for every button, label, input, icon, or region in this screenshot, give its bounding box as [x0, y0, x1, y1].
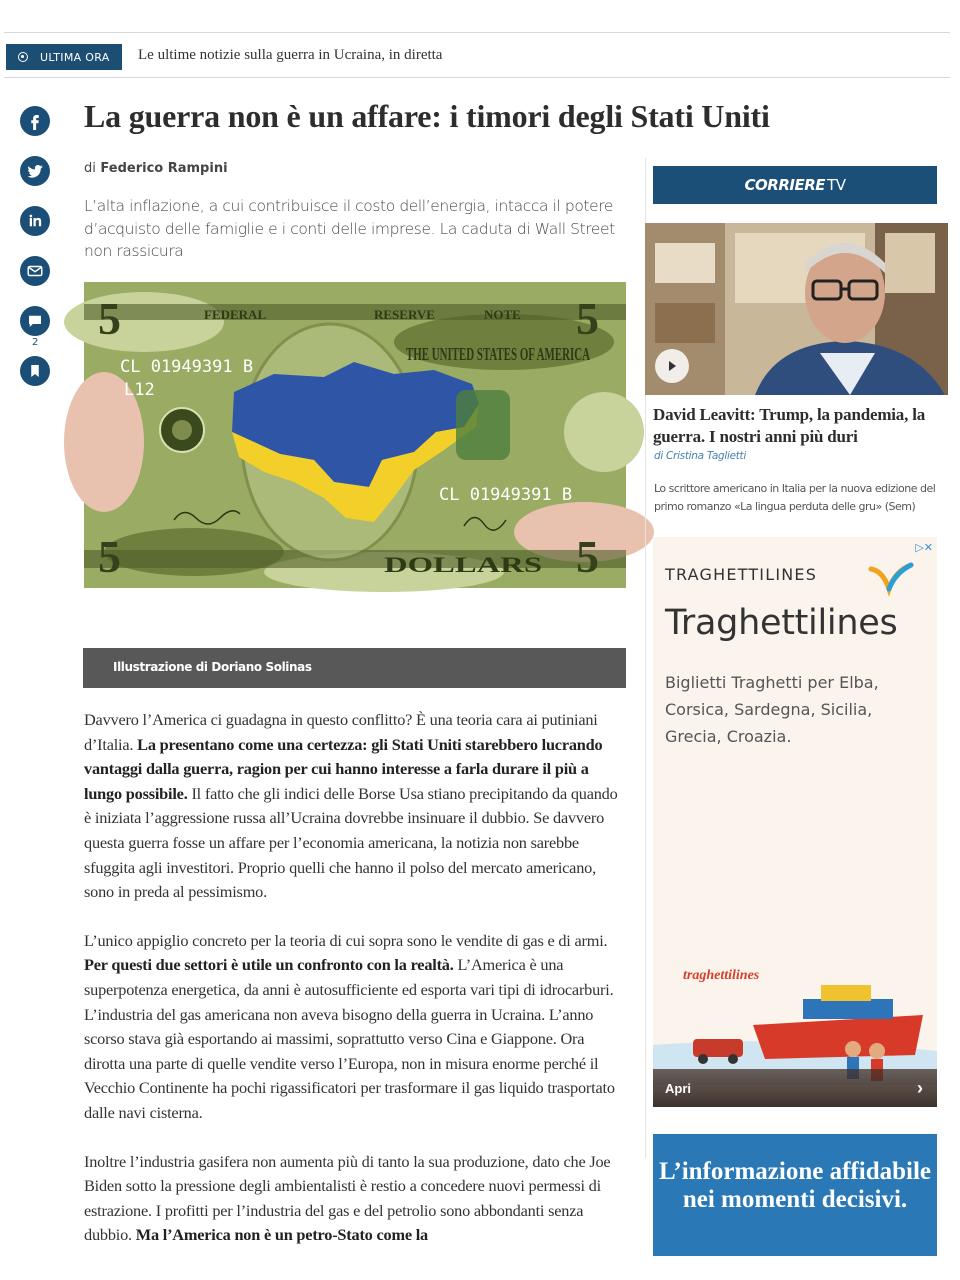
ad-open-button[interactable]: [653, 1069, 937, 1107]
banknote-plate: L12: [124, 380, 155, 400]
article-body: [84, 708, 628, 1272]
breaking-headline-link[interactable]: Le ultime notizie sulla guerra in Ucraina, in diretta: [138, 47, 443, 63]
corriere-tv-header[interactable]: [653, 166, 937, 204]
ad-brand-title: Traghettilines: [665, 603, 898, 643]
ad-cta-label: Apri: [665, 1080, 691, 1096]
banknote-serial-left: CL 01949391 B: [120, 357, 254, 377]
comment-icon[interactable]: [20, 306, 50, 336]
promo-banner[interactable]: L’informazione affidabile nei momenti decisivi.: [653, 1134, 937, 1256]
corriere-tv-brand: CORRIERE: [744, 176, 826, 194]
ad-ferry-illustration: [653, 955, 937, 1085]
banknote-denomination-bl: 5: [98, 531, 121, 582]
breaking-news-bar: [4, 32, 950, 78]
twitter-icon[interactable]: [20, 156, 50, 186]
author-link[interactable]: Federico Rampini: [100, 161, 228, 176]
banknote-heading: THE UNITED STATES OF AMERICA: [406, 344, 590, 364]
video-thumbnail[interactable]: [645, 223, 948, 395]
banknote-dollars: DOLLARS: [384, 552, 542, 577]
image-caption: Illustrazione di Doriano Solinas: [83, 648, 626, 688]
article-paragraph: Davvero l’America ci guadagna in questo conflitto? È una teoria cara ai putiniani d’Italia. La presentano come una certezza: gli Stati Uniti starebbero lucrando vantaggi dalla guerra, ragion per cui hanno interesse a farla durare il più a lungo possibile. Il fatto che gli indici delle Borse Usa stiano precipitando da quando è iniziata l’aggressione russa all’Ucraina dovrebbe insinuare il dubbio. Se davvero questa guerra fosse un affare per l’economia americana, la notizia non sarebbe sfuggita agli investitori. Proprio quelli che hanno il polso del mercato americano, sono in preda al pessimismo.: [84, 710, 618, 902]
email-icon[interactable]: [20, 256, 50, 286]
ad-logo-text: traghettilines: [683, 968, 760, 983]
adchoices-icon[interactable]: ▷✕: [915, 542, 933, 554]
article-summary: L’alta inflazione, a cui contribuisce il costo dell’energia, intacca il potere d’acquisto delle famiglie e i conti delle imprese. La caduta di Wall Street non rassicura: [84, 197, 615, 260]
breaking-badge-label: ULTIMA ORA: [40, 50, 110, 64]
article-paragraph: Inoltre l’industria gasifera non aumenta più di tanto la sua produzione, dato che Joe Biden sotto la pressione degli ambientalisti è restio a concedere nuovi permessi di estrazione. I profitti per l’industria del gas e del petrolio sono abbondanti senza dubbio. Ma l’America non è un petro-Stato come la: [84, 1151, 611, 1245]
share-column: [20, 106, 54, 406]
article-author: [84, 161, 228, 176]
article-paragraph: L’unico appiglio concreto per la teoria di cui sopra sono le vendite di gas e di armi. Per questi due settori è utile un confronto con la realtà. L’America è una superpotenza energetica, da anni è autosufficiente ed esporta vari tipi di idrocarburi. L’industria del gas americana non aveva bisogno della guerra in Ucraina. L’anno scorso stava già esportando ai massimi, soprattutto verso Cina e Giappone. Ora dirotta una parte di quelle vendite verso l’Europa, non in misura enorme perché il Vecchio Continente ha pochi rigassificatori per trasformare il gas liquido trasportato dalle navi cisterna.: [84, 930, 615, 1122]
banknote-denomination-br: 5: [576, 531, 599, 582]
video-description: Lo scrittore americano in Italia per la nuova edizione del primo romanzo «La lingua perduta delle gru» (Sem): [654, 482, 936, 513]
corriere-tv-suffix: TV: [827, 176, 846, 194]
comment-count: 2: [32, 337, 39, 348]
banknote-serial-right: CL 01949391 B: [439, 485, 573, 505]
ad-brand-small: TRAGHETTILINES: [665, 565, 818, 584]
bookmark-icon[interactable]: [20, 356, 50, 386]
banknote-federal: FEDERAL: [204, 307, 267, 322]
ad-logo-icon: [867, 563, 913, 593]
facebook-icon[interactable]: [20, 106, 50, 136]
video-author: di Cristina Taglietti: [654, 450, 746, 462]
play-icon[interactable]: [655, 349, 689, 383]
live-dot-icon: [18, 52, 28, 62]
banknote-denomination-tr: 5: [576, 293, 599, 344]
hero-illustration: [84, 282, 626, 588]
banknote-reserve: RESERVE: [374, 307, 435, 322]
breaking-badge[interactable]: [6, 44, 122, 70]
banknote-note: NOTE: [484, 307, 521, 322]
linkedin-icon[interactable]: [20, 206, 50, 236]
ad-text: Biglietti Traghetti per Elba, Corsica, Sardegna, Sicilia, Grecia, Croazia.: [665, 673, 879, 746]
chevron-right-icon: ›: [917, 1078, 923, 1098]
advertisement[interactable]: [653, 537, 937, 1107]
video-title-link[interactable]: David Leavitt: Trump, la pandemia, la guerra. I nostri anni più duri: [653, 405, 926, 446]
author-prefix: di: [84, 161, 96, 176]
article-title: La guerra non è un affare: i timori degli Stati Uniti: [84, 98, 770, 134]
banknote-denomination-tl: 5: [98, 293, 121, 344]
